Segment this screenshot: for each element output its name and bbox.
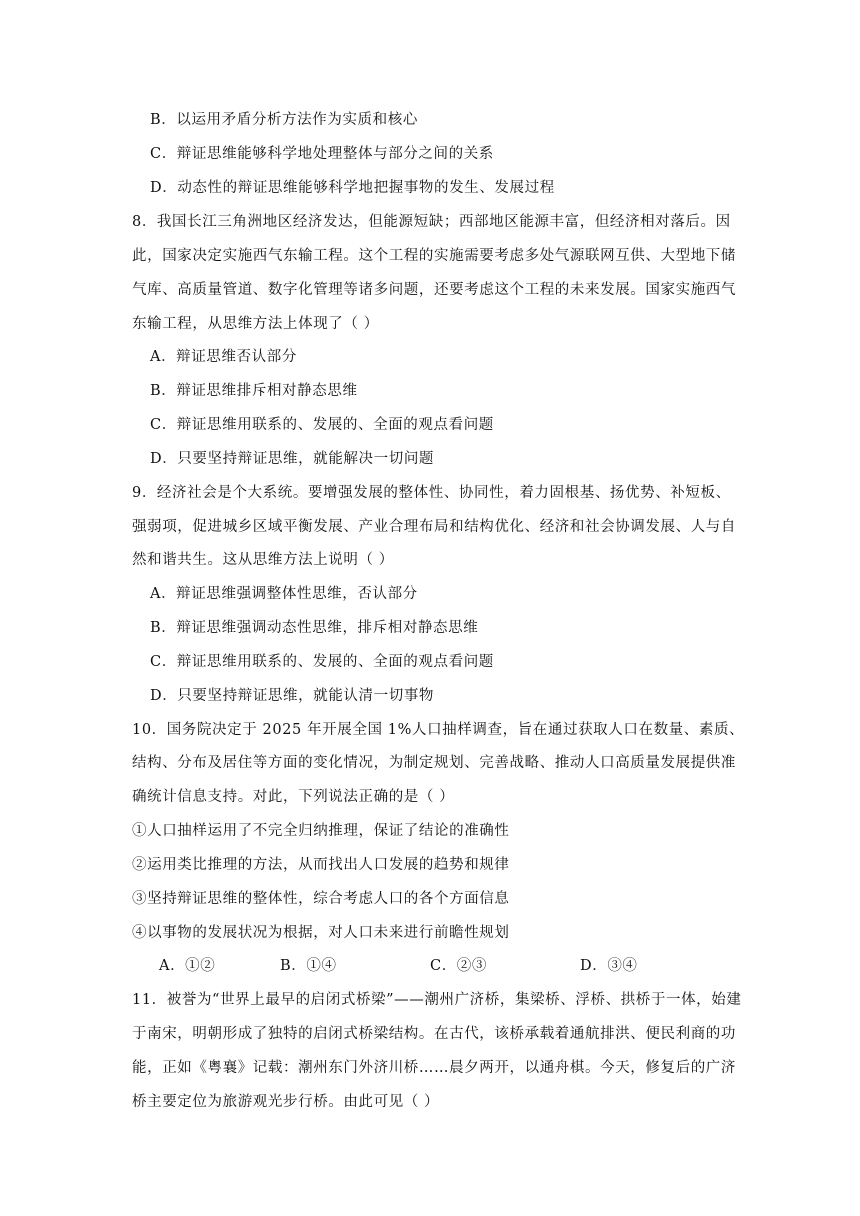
q10-statement-4: ④以事物的发展状况为根据，对人口未来进行前瞻性规划 xyxy=(132,925,510,941)
q10-option-b: B．①④ xyxy=(280,958,337,974)
q10-statement-3: ③坚持辩证思维的整体性，综合考虑人口的各个方面信息 xyxy=(132,891,510,907)
q11-stem-line-4: 桥主要定位为旅游观光步行桥。由此可见（ ） xyxy=(132,1094,440,1110)
q8-stem-line-2: 此，国家决定实施西气东输工程。这个工程的实施需要考虑多处气源联网互供、大型地下储 xyxy=(132,248,736,264)
q10-stem-line-3: 确统计信息支持。对此，下列说法正确的是（ ） xyxy=(132,789,455,805)
q10-statement-1: ①人口抽样运用了不完全归纳推理，保证了结论的准确性 xyxy=(132,823,510,839)
q9-option-b: B．辩证思维强调动态性思维，排斥相对静态思维 xyxy=(150,620,479,636)
q10-option-a: A．①② xyxy=(159,958,216,974)
q8-option-c: C．辩证思维用联系的、发展的、全面的观点看问题 xyxy=(150,417,494,433)
q11-stem-line-3: 能，正如《粤襄》记载：潮州东门外济川桥……晨夕两开，以通舟棋。今天，修复后的广济 xyxy=(132,1060,736,1076)
q11-stem-line-1: 11．被誉为“世界上最早的启闭式桥梁”——潮州广济桥，集梁桥、浮桥、拱桥于一体，始建 xyxy=(132,992,742,1008)
q10-stem-line-1: 10．国务院决定于 2025 年开展全国 1%人口抽样调查，旨在通过获取人口在数量、素质、 xyxy=(132,722,745,738)
q8-stem-line-4: 东输工程，从思维方法上体现了（ ） xyxy=(132,316,379,332)
q7-option-d: D．动态性的辩证思维能够科学地把握事物的发生、发展过程 xyxy=(150,180,555,196)
q9-option-d: D．只要坚持辩证思维，就能认清一切事物 xyxy=(150,688,435,704)
q10-stem-line-2: 结构、分布及居住等方面的变化情况，为制定规划、完善战略、推动人口高质量发展提供准 xyxy=(132,755,736,771)
q8-option-a: A．辩证思维否认部分 xyxy=(150,349,297,365)
q10-option-d: D．③④ xyxy=(580,958,638,974)
q11-stem-line-2: 于南宋，明朝形成了独特的启闭式桥梁结构。在古代，该桥承载着通航排洪、便民利商的功 xyxy=(132,1026,736,1042)
q8-stem-line-3: 气库、高质量管道、数字化管理等诸多问题，还要考虑这个工程的未来发展。国家实施西气 xyxy=(132,282,736,298)
q8-stem-line-1: 8．我国长江三角洲地区经济发达，但能源短缺；西部地区能源丰富，但经济相对落后。因 xyxy=(132,214,731,230)
q7-option-b: B．以运用矛盾分析方法作为实质和核心 xyxy=(150,112,418,128)
q7-option-c: C．辩证思维能够科学地处理整体与部分之间的关系 xyxy=(150,146,494,162)
q10-option-c: C．②③ xyxy=(430,958,487,974)
q8-option-d: D．只要坚持辩证思维，就能解决一切问题 xyxy=(150,451,435,467)
q9-stem-line-2: 强弱项，促进城乡区域平衡发展、产业合理布局和结构优化、经济和社会协调发展、人与自 xyxy=(132,519,736,535)
q9-option-c: C．辩证思维用联系的、发展的、全面的观点看问题 xyxy=(150,654,494,670)
q9-stem-line-3: 然和谐共生。这从思维方法上说明（ ） xyxy=(132,552,394,568)
q10-statement-2: ②运用类比推理的方法，从而找出人口发展的趋势和规律 xyxy=(132,857,510,873)
q8-option-b: B．辩证思维排斥相对静态思维 xyxy=(150,383,358,399)
q9-option-a: A．辩证思维强调整体性思维，否认部分 xyxy=(150,586,418,602)
q9-stem-line-1: 9．经济社会是个大系统。要增强发展的整体性、协同性，着力固根基、扬优势、补短板、 xyxy=(132,485,731,501)
